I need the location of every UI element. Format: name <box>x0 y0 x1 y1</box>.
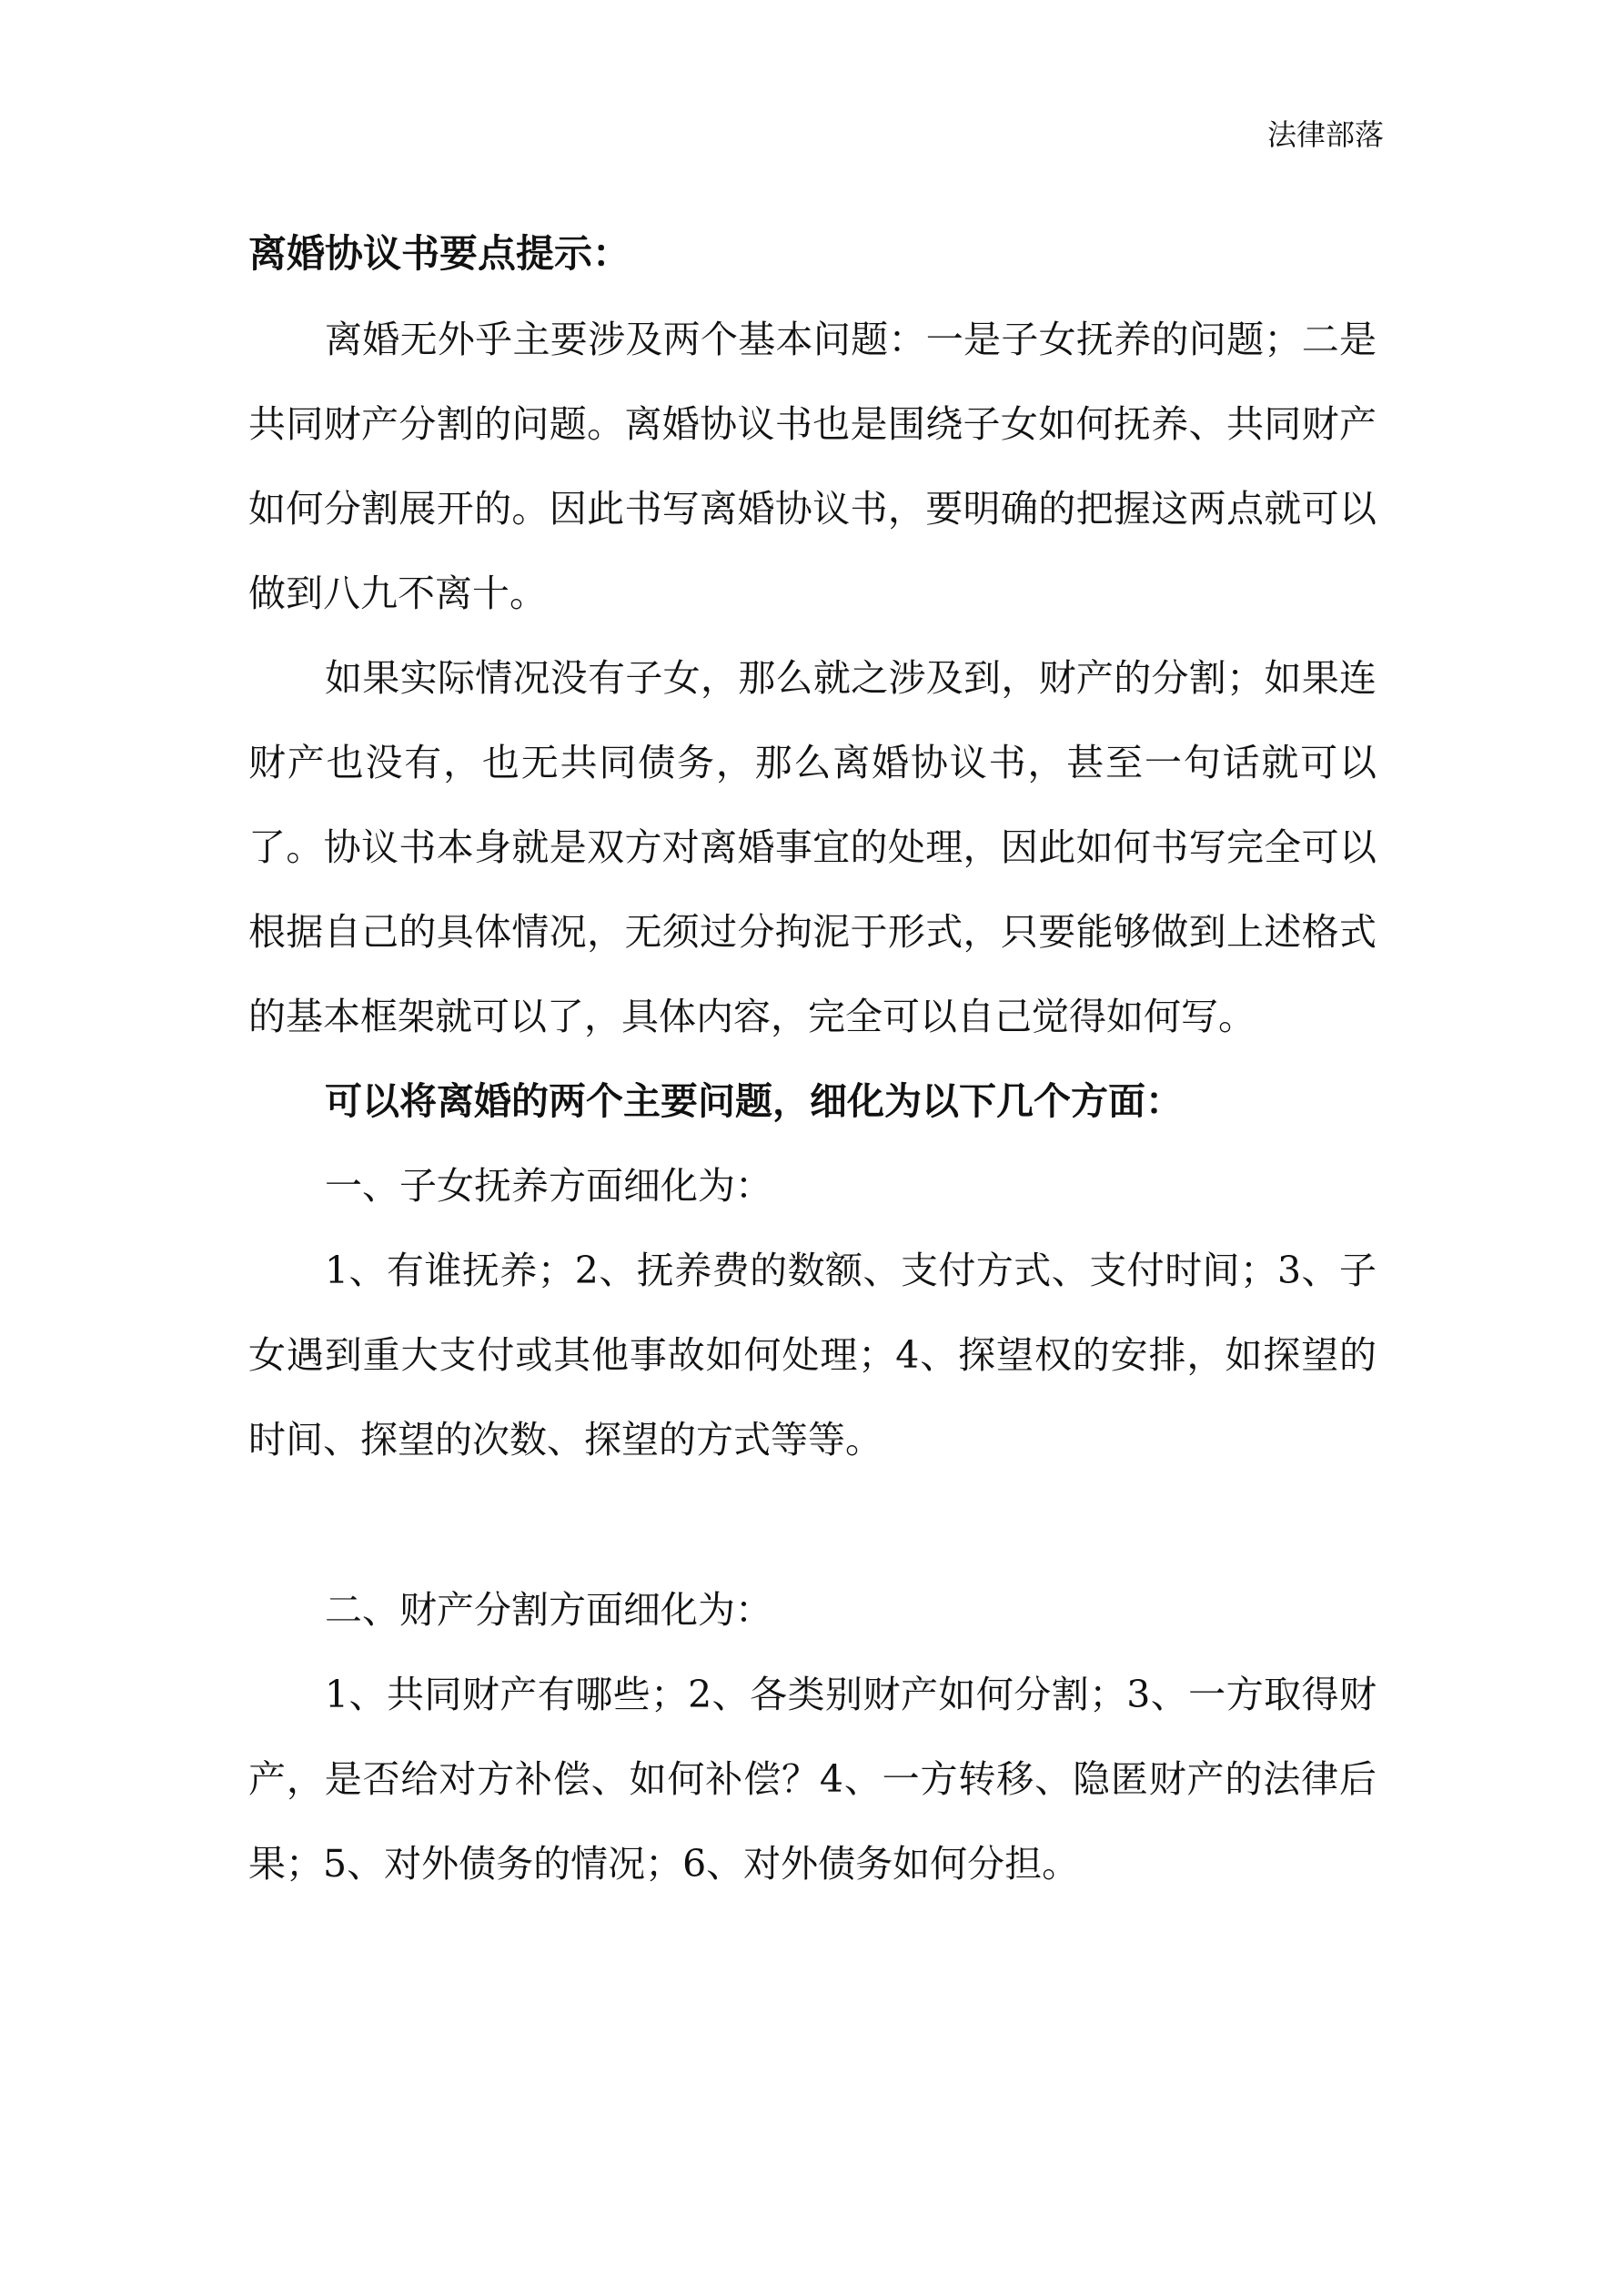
blank-line <box>248 1482 1377 1568</box>
page-header-source: 法律部落 <box>1266 117 1384 152</box>
child-support-heading: 一、子女抚养方面细化为： <box>325 1164 772 1208</box>
paragraph-no-children: 如果实际情况没有子女，那么就之涉及到，财产的分割；如果连财产也没有，也无共同债务，那么离婚协议书，甚至一句话就可以了。协议书本身就是双方对离婚事宜的处理，因此如何书写完全可以根据自己的具体情况，无须过分拘泥于形式，只要能够做到上述格式的基本框架就可以了，具体内容，完全可以自己觉得如何写。 <box>248 656 1377 1038</box>
child-support-details: 1、有谁抚养；2、抚养费的数额、支付方式、支付时间；3、子女遇到重大支付或其他事故如何处理；4、探望权的安排，如探望的时间、探望的次数、探望的方式等等。 <box>248 1249 1377 1462</box>
document-body <box>248 211 1377 1907</box>
paragraph-basic-issues: 离婚无外乎主要涉及两个基本问题：一是子女抚养的问题；二是共同财产分割的问题。离婚协议书也是围绕子女如何抚养、共同财产如何分割展开的。因此书写离婚协议书，要明确的把握这两点就可以做到八九不离十。 <box>248 318 1377 615</box>
document-title: 离婚协议书要点提示： <box>248 231 631 276</box>
section-intro-heading: 可以将离婚的两个主要问题，细化为以下几个方面： <box>325 1079 1183 1123</box>
property-division-heading: 二、财产分割方面细化为： <box>325 1588 772 1632</box>
property-division-details: 1、共同财产有哪些；2、各类别财产如何分割；3、一方取得财产，是否给对方补偿、如何补偿？4、一方转移、隐匿财产的法律后果；5、对外债务的情况；6、对外债务如何分担。 <box>248 1673 1377 1886</box>
